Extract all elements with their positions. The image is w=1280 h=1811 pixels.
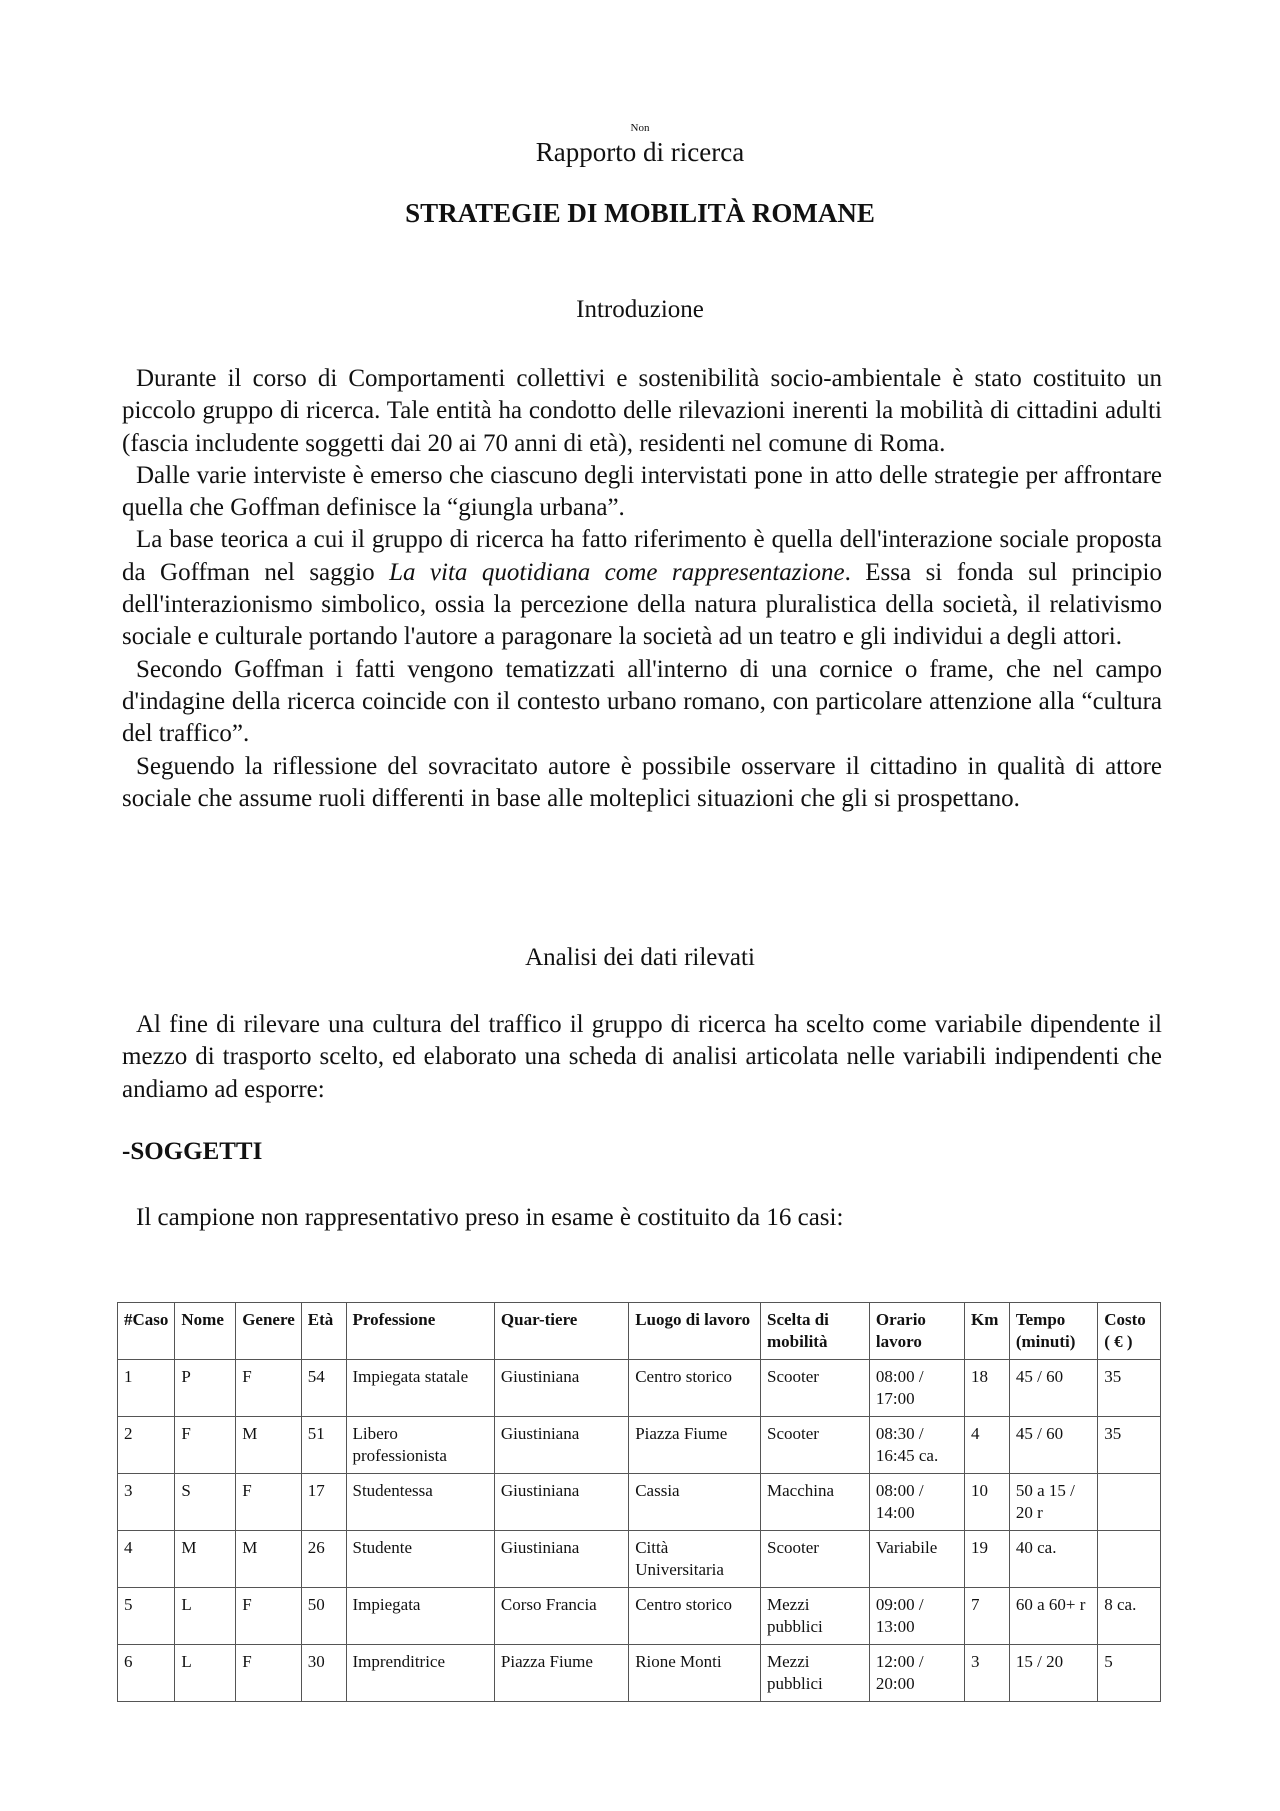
table-cell: 35 bbox=[1098, 1417, 1161, 1474]
header-cell: Quar-tiere bbox=[494, 1303, 628, 1360]
table-cell: Studente bbox=[346, 1531, 494, 1588]
header-cell: Età bbox=[301, 1303, 346, 1360]
sample-sentence: Il campione non rappresentativo preso in esame è costituito da 16 casi: bbox=[136, 1204, 844, 1231]
table-cell: Piazza Fiume bbox=[494, 1645, 628, 1702]
table-cell: F bbox=[236, 1588, 302, 1645]
report-title: STRATEGIE DI MOBILITÀ ROMANE bbox=[405, 198, 875, 228]
table-cell: Città Universitaria bbox=[629, 1531, 761, 1588]
table-cell: Giustiniana bbox=[494, 1531, 628, 1588]
intro-paragraph: Seguendo la riflessione del sovracitato autore è possibile osservare il cittadino in qualità di attore sociale che assume ruoli differenti in base alle molteplici situazioni che gli si prospettano. bbox=[122, 752, 1162, 812]
table-cell: 45 / 60 bbox=[1009, 1360, 1097, 1417]
header-cell: #Caso bbox=[118, 1303, 175, 1360]
table-cell: M bbox=[175, 1531, 236, 1588]
table-cell: M bbox=[236, 1531, 302, 1588]
table-cell: Rione Monti bbox=[629, 1645, 761, 1702]
table-cell: Centro storico bbox=[629, 1588, 761, 1645]
table-cell: F bbox=[175, 1417, 236, 1474]
table-cell: 35 bbox=[1098, 1360, 1161, 1417]
intro-heading: Introduzione bbox=[576, 296, 704, 323]
analysis-paragraph: Al fine di rilevare una cultura del traffico il gruppo di ricerca ha scelto come variabile dipendente il mezzo di trasporto scelto, ed elaborato una scheda di analisi articolata nelle variabili indipendenti che andiamo ad esporre: bbox=[122, 1011, 1162, 1103]
table-row bbox=[118, 1417, 1161, 1474]
table-cell: 3 bbox=[118, 1474, 175, 1531]
table-cell: 50 bbox=[301, 1588, 346, 1645]
table-cell: 1 bbox=[118, 1360, 175, 1417]
table-cell: 17 bbox=[301, 1474, 346, 1531]
intro-paragraph: Dalle varie interviste è emerso che ciascuno degli intervistati pone in atto delle strategie per affrontare quella che Goffman definisce la “giungla urbana”. bbox=[122, 461, 1162, 522]
table-cell: 4 bbox=[965, 1417, 1010, 1474]
table-cell: Scooter bbox=[761, 1417, 870, 1474]
table-cell: Piazza Fiume bbox=[629, 1417, 761, 1474]
table-cell: Studentessa bbox=[346, 1474, 494, 1531]
table-cell: 08:30 / 16:45 ca. bbox=[869, 1417, 964, 1474]
table-cell: 54 bbox=[301, 1360, 346, 1417]
table-cell: 8 ca. bbox=[1098, 1588, 1161, 1645]
table-cell: 7 bbox=[965, 1588, 1010, 1645]
table-cell: 09:00 / 13:00 bbox=[869, 1588, 964, 1645]
table-cell: L bbox=[175, 1588, 236, 1645]
table-row bbox=[118, 1474, 1161, 1531]
header-small-label: Non bbox=[630, 122, 650, 134]
header-cell: Tempo (minuti) bbox=[1009, 1303, 1097, 1360]
book-title: La vita quotidiana come rappresentazione bbox=[389, 558, 845, 586]
analysis-text bbox=[122, 1009, 1162, 1106]
table-header-row bbox=[118, 1303, 1161, 1360]
table-cell: 2 bbox=[118, 1417, 175, 1474]
table-cell: Mezzi pubblici bbox=[761, 1645, 870, 1702]
table-cell: M bbox=[236, 1417, 302, 1474]
table-cell: S bbox=[175, 1474, 236, 1531]
theory-paragraph bbox=[122, 524, 1162, 653]
table-cell: Libero professionista bbox=[346, 1417, 494, 1474]
table-cell: Cassia bbox=[629, 1474, 761, 1531]
table-cell: Giustiniana bbox=[494, 1474, 628, 1531]
table-cell: 08:00 / 14:00 bbox=[869, 1474, 964, 1531]
table-cell: 5 bbox=[118, 1588, 175, 1645]
table-cell: Corso Francia bbox=[494, 1588, 628, 1645]
table-cell: Variabile bbox=[869, 1531, 964, 1588]
header-cell: Km bbox=[965, 1303, 1010, 1360]
table-cell: 4 bbox=[118, 1531, 175, 1588]
table-cell: 18 bbox=[965, 1360, 1010, 1417]
table-cell: 15 / 20 bbox=[1009, 1645, 1097, 1702]
table-cell: 08:00 / 17:00 bbox=[869, 1360, 964, 1417]
header-cell: Costo ( € ) bbox=[1098, 1303, 1161, 1360]
table-cell: P bbox=[175, 1360, 236, 1417]
table-cell: 6 bbox=[118, 1645, 175, 1702]
table-row bbox=[118, 1531, 1161, 1588]
table-cell: Macchina bbox=[761, 1474, 870, 1531]
header-cell: Professione bbox=[346, 1303, 494, 1360]
table-cell: 12:00 / 20:00 bbox=[869, 1645, 964, 1702]
table-cell: Centro storico bbox=[629, 1360, 761, 1417]
intro-paragraph: Durante il corso di Comportamenti collettivi e sostenibilità socio-ambientale è stato costituito un piccolo gruppo di ricerca. Tale entità ha condotto delle rilevazioni inerenti la mobilità di cittadini adulti (fascia includente soggetti dai 20 ai 70 anni di età), residenti nel comune di Roma. bbox=[122, 365, 1162, 457]
header-cell: Nome bbox=[175, 1303, 236, 1360]
intro-text bbox=[122, 363, 1162, 815]
header-cell: Luogo di lavoro bbox=[629, 1303, 761, 1360]
section-label: -SOGGETTI bbox=[122, 1138, 263, 1165]
table-row bbox=[118, 1360, 1161, 1417]
table-cell: 30 bbox=[301, 1645, 346, 1702]
header-cell: Scelta di mobilità bbox=[761, 1303, 870, 1360]
table-cell: F bbox=[236, 1645, 302, 1702]
table-cell: F bbox=[236, 1360, 302, 1417]
table-cell: 3 bbox=[965, 1645, 1010, 1702]
table-row bbox=[118, 1645, 1161, 1702]
table-cell: 19 bbox=[965, 1531, 1010, 1588]
table-cell: Imprenditrice bbox=[346, 1645, 494, 1702]
table-cell: 60 a 60+ r bbox=[1009, 1588, 1097, 1645]
table-row bbox=[118, 1588, 1161, 1645]
table-cell: 10 bbox=[965, 1474, 1010, 1531]
table-cell: 40 ca. bbox=[1009, 1531, 1097, 1588]
theory-text-before: La base teorica a cui il gruppo di ricerca ha fatto riferimento è quella dell'interazione sociale proposta da Goffman nel saggio bbox=[122, 526, 1162, 586]
table-cell bbox=[1098, 1474, 1161, 1531]
table-cell: 26 bbox=[301, 1531, 346, 1588]
table-cell: F bbox=[236, 1474, 302, 1531]
intro-paragraph: Secondo Goffman i fatti vengono tematizzati all'interno di una cornice o frame, che nel campo d'indagine della ricerca coincide con il contesto urbano romano, con particolare attenzione alla “cultura del traffico”. bbox=[122, 655, 1162, 748]
theory-text-after: . Essa si fonda sul principio dell'interazionismo simbolico, ossia la percezione della natura pluralistica della società, il relativismo sociale e culturale portando l'autore a paragonare la società ad un teatro e gli individui a degli attori. bbox=[122, 558, 1162, 651]
table-cell: 50 a 15 / 20 r bbox=[1009, 1474, 1097, 1531]
table-cell: Scooter bbox=[761, 1360, 870, 1417]
header-cell: Genere bbox=[236, 1303, 302, 1360]
subjects-table bbox=[117, 1302, 1161, 1702]
table-cell: Giustiniana bbox=[494, 1360, 628, 1417]
table-cell bbox=[1098, 1531, 1161, 1588]
header-cell: Orario lavoro bbox=[869, 1303, 964, 1360]
table-cell: 51 bbox=[301, 1417, 346, 1474]
table-cell: Impiegata bbox=[346, 1588, 494, 1645]
table-cell: Mezzi pubblici bbox=[761, 1588, 870, 1645]
table-cell: 45 / 60 bbox=[1009, 1417, 1097, 1474]
report-subtitle: Rapporto di ricerca bbox=[535, 137, 745, 167]
table-cell: Giustiniana bbox=[494, 1417, 628, 1474]
table-cell: Impiegata statale bbox=[346, 1360, 494, 1417]
table-cell: Scooter bbox=[761, 1531, 870, 1588]
table-cell: L bbox=[175, 1645, 236, 1702]
analysis-heading: Analisi dei dati rilevati bbox=[525, 944, 755, 971]
table-cell: 5 bbox=[1098, 1645, 1161, 1702]
